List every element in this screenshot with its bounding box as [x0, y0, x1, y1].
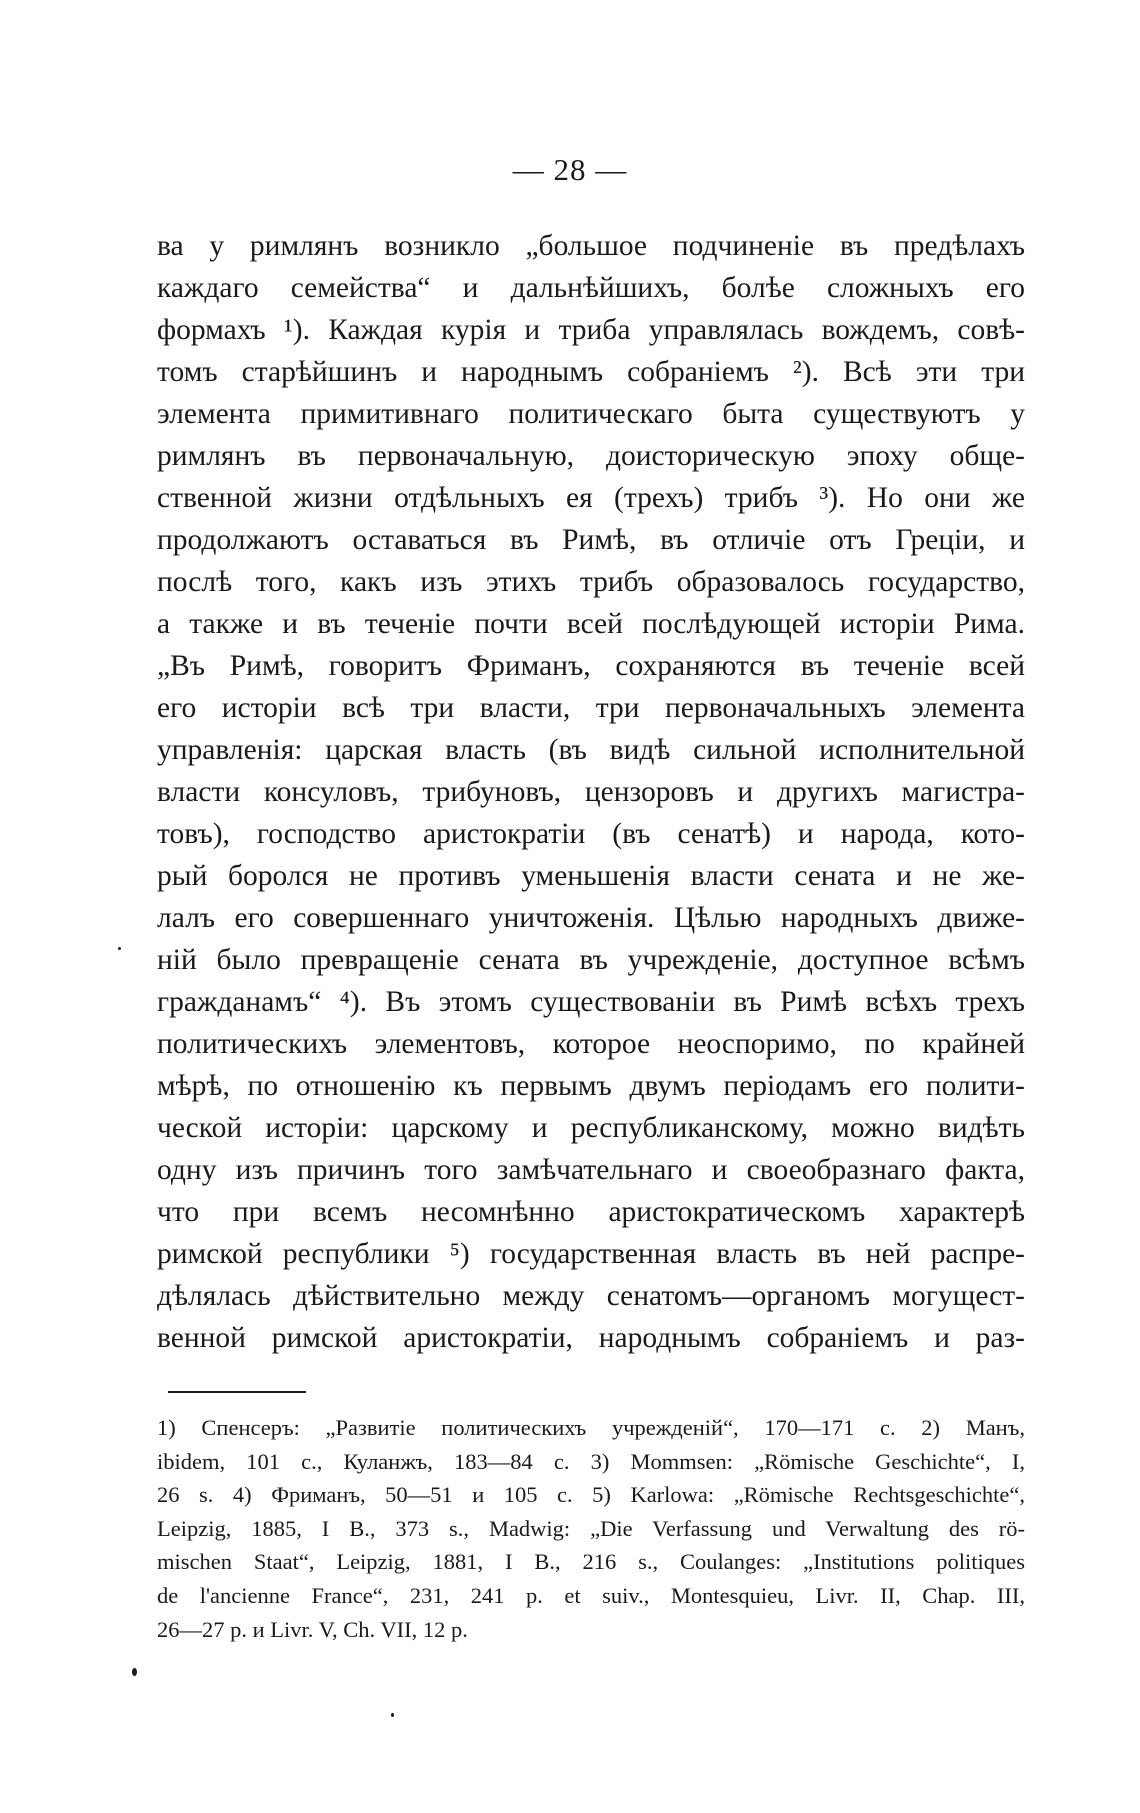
text-line: ственной жизни отдѣльныхъ ея (трехъ) трибъ ³). Но они же — [157, 482, 1025, 514]
text-line: ній было превращеніе сената въ учрежденіе, доступное всѣмъ — [157, 944, 1025, 976]
footnote-line: 1) Спенсеръ: „Развитіе политическихъ учрежденій“, 170—171 с. 2) Манъ, — [157, 1415, 1025, 1440]
text-line: ческой исторіи: царскому и республиканскому, можно видѣть — [157, 1112, 1025, 1144]
text-line: римлянъ въ первоначальную, доисторическую эпоху обще- — [157, 440, 1025, 472]
text-line: что при всемъ несомнѣнно аристократическомъ характерѣ — [157, 1196, 1025, 1228]
text-line: дѣлялась дѣйствительно между сенатомъ—органомъ могущест- — [157, 1280, 1025, 1312]
text-line: политическихъ элементовъ, которое неоспоримо, по крайней — [157, 1028, 1025, 1060]
text-line: а также и въ теченіе почти всей послѣдующей исторіи Рима. — [157, 608, 1025, 640]
text-line: одну изъ причинъ того замѣчательнаго и своеобразнаго факта, — [157, 1154, 1025, 1186]
text-line: каждаго семейства“ и дальнѣйшихъ, болѣе сложныхъ его — [157, 272, 1025, 304]
page-number: — 28 — — [512, 152, 628, 187]
text-line: формахъ ¹). Каждая курія и триба управлялась вождемъ, совѣ- — [157, 314, 1025, 346]
text-line: элемента примитивнаго политическаго быта существуютъ у — [157, 398, 1025, 430]
text-line: управленія: царская власть (въ видѣ сильной исполнительной — [157, 734, 1025, 766]
ink-speck — [132, 1668, 137, 1676]
text-line: послѣ того, какъ изъ этихъ трибъ образовалось государство, — [157, 566, 1025, 598]
footnote-line: Leipzig, 1885, I B., 373 s., Madwig: „Die Verfassung und Verwaltung des rö- — [157, 1515, 1025, 1541]
text-line: власти консуловъ, трибуновъ, цензоровъ и другихъ магистра- — [157, 776, 1025, 808]
ink-speck — [391, 1713, 394, 1717]
text-line: венной римской аристократіи, народнымъ собраніемъ и раз- — [157, 1322, 1025, 1354]
body-text — [157, 225, 1025, 1359]
text-line: ва у римлянъ возникло „большое подчиненіе въ предѣлахъ — [157, 230, 1025, 262]
ink-speck — [118, 947, 121, 950]
text-line: гражданамъ“ ⁴). Въ этомъ существованіи въ Римѣ всѣхъ трехъ — [157, 986, 1025, 1018]
footnote-line: ibidem, 101 с., Куланжъ, 183—84 с. 3) Mommsen: „Römische Geschichte“, I, — [157, 1448, 1025, 1474]
text-line: томъ старѣйшинъ и народнымъ собраніемъ ²). Всѣ эти три — [157, 356, 1025, 388]
text-line: „Въ Римѣ, говоритъ Фриманъ, сохраняются въ теченіе всей — [157, 650, 1025, 682]
footnote-separator — [168, 1391, 306, 1393]
footnote-line: de l'ancienne France“, 231, 241 p. et suiv., Montesquieu, Livr. II, Chap. III, — [157, 1582, 1025, 1608]
text-line: продолжаютъ оставаться въ Римѣ, въ отличіе отъ Греціи, и — [157, 524, 1025, 556]
text-line: его исторіи всѣ три власти, три первоначальныхъ элемента — [157, 692, 1025, 724]
text-line: лалъ его совершеннаго уничтоженія. Цѣлью народныхъ движе- — [157, 902, 1025, 934]
text-line: рый боролся не противъ уменьшенія власти сената и не же- — [157, 860, 1025, 892]
footnote-line: 26—27 p. и Livr. V, Ch. VII, 12 p. — [157, 1616, 468, 1642]
text-line: товъ), господство аристократіи (въ сенатѣ) и народа, кото- — [157, 818, 1025, 850]
text-line: римской республики ⁵) государственная власть въ ней распре- — [157, 1238, 1025, 1270]
footnotes — [157, 1411, 1025, 1646]
footnote-line: mischen Staat“, Leipzig, 1881, I B., 216 s., Coulanges: „Institutions politiques — [157, 1549, 1025, 1575]
text-line: мѣрѣ, по отношенію къ первымъ двумъ періодамъ его полити- — [157, 1070, 1025, 1102]
footnote-line: 26 s. 4) Фриманъ, 50—51 и 105 с. 5) Karlowa: „Römische Rechtsgeschichte“, — [157, 1482, 1025, 1508]
